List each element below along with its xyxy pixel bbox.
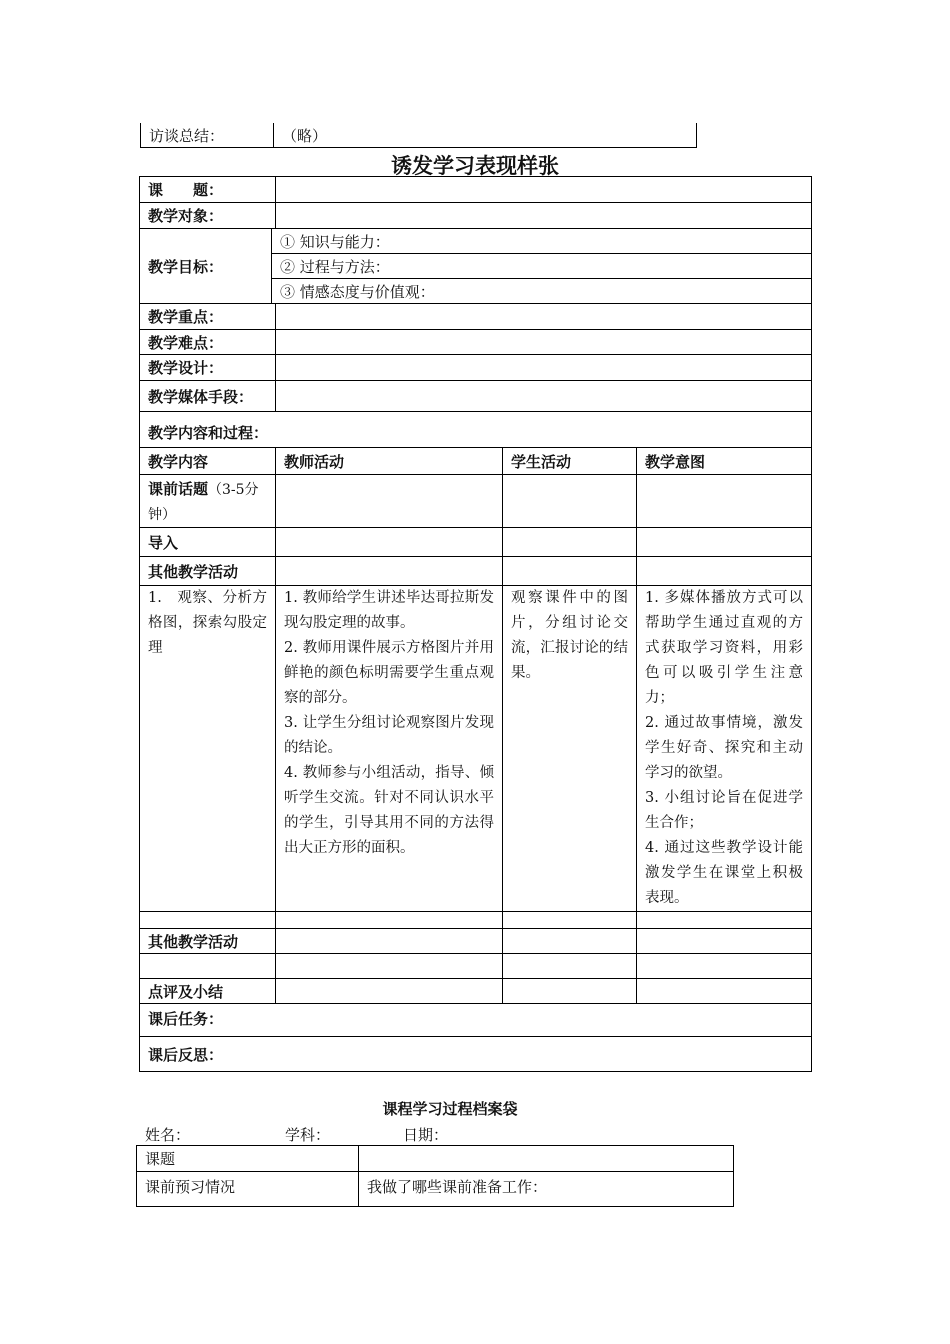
archive-subject-label: 学科： xyxy=(285,1126,331,1144)
intro-intent[interactable] xyxy=(637,528,812,557)
difficulties-value[interactable] xyxy=(276,330,812,355)
other-activity-2-student[interactable] xyxy=(503,929,637,954)
review-intent[interactable] xyxy=(637,979,812,1004)
other-activity-2-intent[interactable] xyxy=(637,929,812,954)
archive-table xyxy=(136,1145,734,1207)
audience-value[interactable] xyxy=(276,203,812,229)
pre-topic-student[interactable] xyxy=(503,475,637,528)
intro-student[interactable] xyxy=(503,528,637,557)
blank-row-intent[interactable] xyxy=(637,912,812,929)
review-teacher[interactable] xyxy=(276,979,503,1004)
blank-row-2-student[interactable] xyxy=(503,954,637,979)
activity1-teacher xyxy=(276,586,503,912)
subject-value[interactable] xyxy=(276,177,812,203)
activity1-teacher-step-3: 3. 让学生分组讨论观察图片发现的结论。 xyxy=(284,715,495,756)
header-content: 教学内容 xyxy=(140,448,276,475)
pre-topic-intent[interactable] xyxy=(637,475,812,528)
archive-preview-prompt[interactable]: 我做了哪些课前准备工作： xyxy=(359,1172,734,1207)
interview-summary-table xyxy=(140,123,697,148)
design-value[interactable] xyxy=(276,355,812,381)
other-activity-label: 其他教学活动 xyxy=(140,557,276,586)
other-activity-student[interactable] xyxy=(503,557,637,586)
activity1-intent-3: 3. 小组讨论旨在促进学生合作； xyxy=(645,790,804,831)
archive-title: 课程学习过程档案袋 xyxy=(382,1100,518,1118)
pre-topic-label: 课前话题 xyxy=(148,480,209,498)
media-value[interactable] xyxy=(276,381,812,412)
reflection-label: 课后反思： xyxy=(140,1037,812,1072)
blank-row-teacher[interactable] xyxy=(276,912,503,929)
intro-label: 导入 xyxy=(140,528,276,557)
activity1-intent-4: 4. 通过这些教学设计能激发学生在课堂上积极表现。 xyxy=(645,840,804,906)
other-activity-teacher[interactable] xyxy=(276,557,503,586)
pre-topic-teacher[interactable] xyxy=(276,475,503,528)
goal-process: ② 过程与方法： xyxy=(272,254,812,279)
other-activity-intent[interactable] xyxy=(637,557,812,586)
archive-preview-label: 课前预习情况 xyxy=(137,1172,359,1207)
intro-teacher[interactable] xyxy=(276,528,503,557)
archive-topic-value[interactable] xyxy=(359,1146,734,1172)
audience-label: 教学对象： xyxy=(140,203,276,229)
goal-attitude: ③ 情感态度与价值观： xyxy=(272,279,812,304)
key-points-label: 教学重点： xyxy=(140,304,276,330)
review-label: 点评及小结 xyxy=(140,979,276,1004)
goal-label: 教学目标： xyxy=(140,229,272,304)
archive-date-label: 日期： xyxy=(403,1126,449,1144)
activity1-teacher-step-1: 1. 教师给学生讲述毕达哥拉斯发现勾股定理的故事。 xyxy=(284,590,495,631)
pre-topic-time: （3-5分钟） xyxy=(148,482,259,523)
goal-knowledge: ① 知识与能力： xyxy=(272,229,812,254)
blank-row-2-intent[interactable] xyxy=(637,954,812,979)
difficulties-label: 教学难点： xyxy=(140,330,276,355)
interview-summary-value: （略） xyxy=(274,123,697,148)
activity1-intent-1: 1. 多媒体播放方式可以帮助学生通过直观的方式获取学习资料，用彩色可以吸引学生注意力； xyxy=(645,590,804,706)
header-student: 学生活动 xyxy=(503,448,637,475)
blank-row-2-teacher[interactable] xyxy=(276,954,503,979)
key-points-value[interactable] xyxy=(276,304,812,330)
archive-meta xyxy=(145,1124,448,1145)
blank-row-student[interactable] xyxy=(503,912,637,929)
activity1-student: 观察课件中的图片，分组讨论交流，汇报讨论的结果。 xyxy=(503,586,637,912)
blank-row-content[interactable] xyxy=(140,912,276,929)
process-label: 教学内容和过程： xyxy=(140,412,812,448)
activity1-intent xyxy=(637,586,812,912)
archive-topic-label: 课题 xyxy=(137,1146,359,1172)
media-label: 教学媒体手段： xyxy=(140,381,276,412)
archive-name-label: 姓名： xyxy=(145,1126,191,1144)
header-teacher: 教师活动 xyxy=(276,448,503,475)
interview-summary-label: 访谈总结： xyxy=(141,123,274,148)
page-title: 诱发学习表现样张 xyxy=(391,154,559,178)
review-student[interactable] xyxy=(503,979,637,1004)
homework-label: 课后任务： xyxy=(140,1004,812,1037)
other-activity-2-teacher[interactable] xyxy=(276,929,503,954)
activity1-teacher-step-2: 2. 教师用课件展示方格图片并用鲜艳的颜色标明需要学生重点观察的部分。 xyxy=(284,640,495,706)
blank-row-2-content[interactable] xyxy=(140,954,276,979)
activity1-content: 1. 观察、分析方格图，探索勾股定理 xyxy=(140,586,276,912)
other-activity-label-2: 其他教学活动 xyxy=(140,929,276,954)
pre-topic-cell xyxy=(140,475,276,528)
activity1-intent-2: 2. 通过故事情境，激发学生好奇、探究和主动学习的欲望。 xyxy=(645,715,804,781)
lesson-plan-table xyxy=(139,176,812,1072)
subject-label: 课 题： xyxy=(140,177,276,203)
activity1-teacher-step-4: 4. 教师参与小组活动，指导、倾听学生交流。针对不同认识水平的学生，引导其用不同的方法得出大正方形的面积。 xyxy=(284,765,495,856)
header-intent: 教学意图 xyxy=(637,448,812,475)
design-label: 教学设计： xyxy=(140,355,276,381)
